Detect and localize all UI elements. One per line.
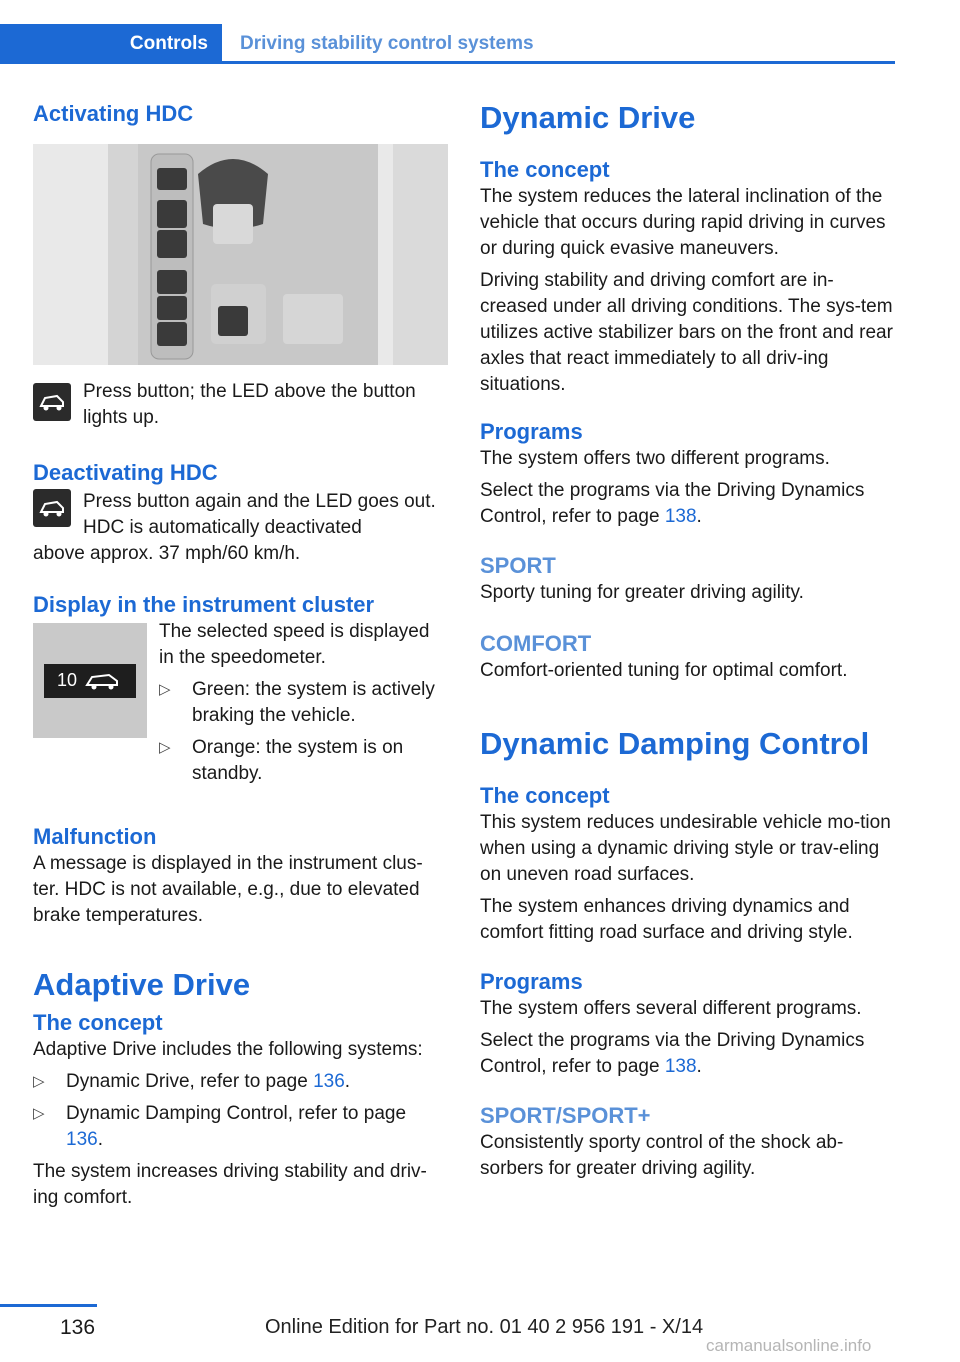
dynamic-drive-heading: Dynamic Drive (480, 100, 696, 135)
activating-hdc-row (33, 383, 448, 431)
page-number: 136 (60, 1316, 96, 1339)
malfunction-text: A message is displayed in the instrument clus-ter. HDC is not available, e.g., due to elevated brake temperatures. (33, 853, 423, 926)
sport-heading: SPORT (480, 553, 556, 578)
dd-programs-heading: Programs (480, 419, 583, 444)
adaptive-drive-heading: Adaptive Drive (33, 967, 251, 1002)
display-cluster-row (33, 619, 448, 787)
deactivating-hdc-heading: Deactivating HDC (33, 460, 218, 485)
cluster-display-image (33, 623, 147, 738)
list-item: ▷ Dynamic Drive, refer to page 136. (33, 1069, 448, 1095)
dd-concept-text-2: Driving stability and driving comfort are in-creased under all driving conditions. The sys-tem utilizes active stabilizer bars on the front and rear axles that react immediately to all driv-ing situations. (480, 270, 893, 395)
ddc-programs-text-2: Select the programs via the Driving Dynamics Control, refer to page 138. (480, 1030, 865, 1077)
display-cluster-text: The selected speed is displayed in the speedometer. (159, 621, 430, 668)
hdc-car-icon (33, 383, 71, 421)
ddc-concept-text-1: This system reduces undesirable vehicle mo-tion when using a dynamic driving style or trav-eling on uneven road surfaces. (480, 812, 891, 885)
hdc-button-photo (33, 144, 448, 365)
dd-programs-text-1: The system offers two different programs. (480, 448, 830, 469)
ddc-programs-heading: Programs (480, 969, 583, 994)
malfunction-heading: Malfunction (33, 824, 157, 849)
dynamic-damping-control-heading: Dynamic Damping Control (480, 726, 870, 761)
dd-concept-text-1: The system reduces the lateral inclination of the vehicle that occurs during rapid driving in curves or during quick evasive maneuvers. (480, 186, 886, 259)
list-item: ▷ Orange: the system is on standby. (159, 735, 448, 787)
header-section: Controls (0, 24, 222, 61)
page-link[interactable]: 136 (313, 1071, 345, 1092)
comfort-text: Comfort-oriented tuning for optimal comfort. (480, 660, 848, 681)
display-cluster-heading: Display in the instrument cluster (33, 592, 375, 617)
watermark: carmanualsonline.info (706, 1336, 872, 1355)
header-subsection: Driving stability control systems (240, 33, 534, 54)
hdc-car-icon (83, 671, 123, 691)
edition-text: Online Edition for Part no. 01 40 2 956 191 - X/14 (265, 1316, 704, 1338)
deactivating-hdc-text-cont: above approx. 37 mph/60 km/h. (33, 543, 301, 564)
hdc-car-icon (33, 489, 71, 527)
page-header (0, 24, 895, 64)
cluster-speed-value: 10 (56, 670, 78, 690)
sport-text: Sporty tuning for greater driving agility. (480, 582, 804, 603)
adaptive-concept-text: Adaptive Drive includes the following systems: (33, 1039, 423, 1060)
ddc-concept-heading: The concept (480, 783, 610, 808)
deactivating-hdc-text: Press button again and the LED goes out. HDC is automatically deactivated (83, 491, 436, 538)
list-item: ▷ Green: the system is actively braking the vehicle. (159, 677, 448, 729)
deactivating-hdc-row (33, 489, 448, 541)
list-item: ▷ Dynamic Damping Control, refer to page 136. (33, 1101, 448, 1153)
dd-concept-heading: The concept (480, 157, 610, 182)
display-status-list (159, 677, 448, 787)
sport-plus-text: Consistently sporty control of the shock ab-sorbers for greater driving agility. (480, 1132, 844, 1179)
sport-plus-heading: SPORT/SPORT+ (480, 1103, 651, 1128)
comfort-heading: COMFORT (480, 631, 592, 656)
left-column (33, 100, 448, 1211)
adaptive-closing-text: The system increases driving stability and driv-ing comfort. (33, 1161, 427, 1208)
adaptive-systems-list (33, 1069, 448, 1153)
activating-hdc-heading: Activating HDC (33, 101, 194, 126)
ddc-concept-text-2: The system enhances driving dynamics and comfort fitting road surface and driving style. (480, 896, 853, 943)
page-link[interactable]: 136 (66, 1129, 98, 1150)
page-link[interactable]: 138 (664, 506, 697, 527)
page-link[interactable]: 138 (664, 1056, 697, 1077)
adaptive-concept-heading: The concept (33, 1010, 163, 1035)
gear-selector-illustration (33, 144, 448, 365)
activating-hdc-text: Press button; the LED above the button lights up. (83, 381, 416, 428)
ddc-programs-text-1: The system offers several different programs. (480, 998, 862, 1019)
footer-rule (0, 1304, 97, 1307)
right-column (480, 100, 895, 1182)
dd-programs-text-2: Select the programs via the Driving Dynamics Control, refer to page 138. (480, 480, 865, 527)
